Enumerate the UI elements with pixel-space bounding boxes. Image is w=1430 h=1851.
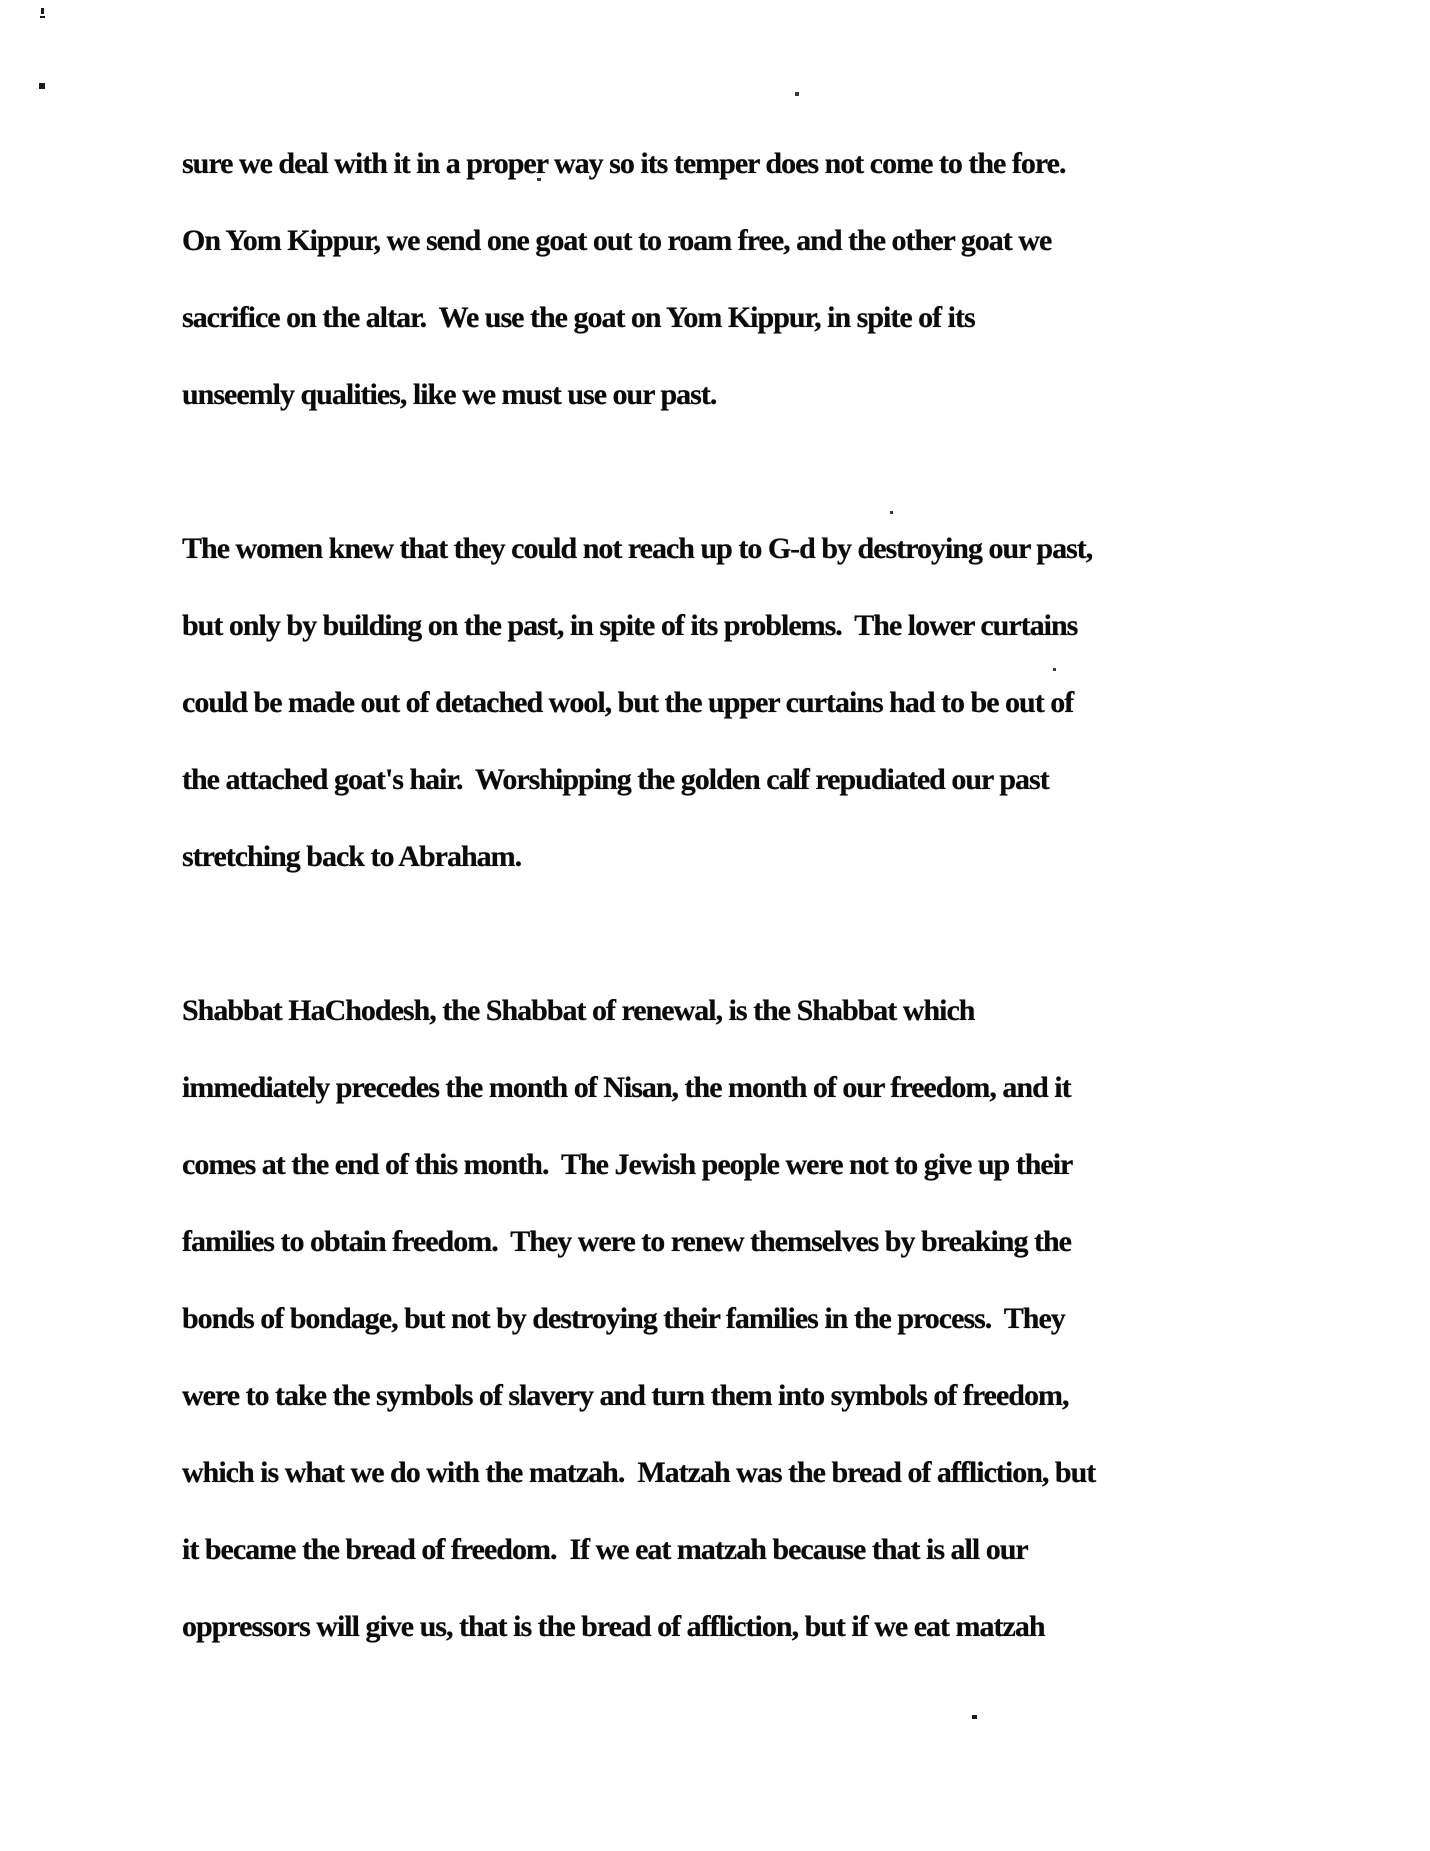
text-line: families to obtain freedom. They were to renew themselves by breaking the: [182, 1225, 1071, 1258]
text-line: were to take the symbols of slavery and turn them into symbols of freedom,: [182, 1379, 1069, 1412]
text-line: the attached goat's hair. Worshipping the golden calf repudiated our past: [182, 763, 1049, 796]
paragraph-gap: [182, 895, 1332, 972]
document-body: [182, 125, 1332, 1665]
text-line: unseemly qualities, like we must use our past.: [182, 378, 717, 411]
text-line: comes at the end of this month. The Jewish people were not to give up their: [182, 1148, 1073, 1181]
scan-speck: [972, 1715, 977, 1719]
paragraph-gap: [182, 433, 1332, 510]
text-line: which is what we do with the matzah. Matzah was the bread of affliction, but: [182, 1456, 1096, 1489]
text-line: could be made out of detached wool, but the upper curtains had to be out of: [182, 686, 1074, 719]
text-line: On Yom Kippur, we send one goat out to roam free, and the other goat we: [182, 224, 1052, 257]
paragraph: [182, 125, 1332, 433]
text-line: but only by building on the past, in spite of its problems. The lower curtains: [182, 609, 1078, 642]
text-line: bonds of bondage, but not by destroying their families in the process. They: [182, 1302, 1065, 1335]
text-line: immediately precedes the month of Nisan, the month of our freedom, and it: [182, 1071, 1071, 1104]
text-line: sacrifice on the altar. We use the goat on Yom Kippur, in spite of its: [182, 301, 975, 334]
paragraph: [182, 972, 1332, 1665]
text-line: The women knew that they could not reach up to G-d by destroying our past,: [182, 532, 1093, 565]
scan-speck: [795, 92, 799, 96]
scan-speck: [41, 8, 44, 14]
paragraph: [182, 510, 1332, 895]
text-line: sure we deal with it in a proper way so its temper does not come to the fore.: [182, 147, 1066, 180]
text-line: oppressors will give us, that is the bread of affliction, but if we eat matzah: [182, 1610, 1045, 1643]
text-line: Shabbat HaChodesh, the Shabbat of renewal, is the Shabbat which: [182, 994, 975, 1027]
text-line: stretching back to Abraham.: [182, 840, 522, 873]
scan-speck: [39, 83, 45, 89]
text-line: it became the bread of freedom. If we eat matzah because that is all our: [182, 1533, 1028, 1566]
scan-speck: [40, 16, 45, 18]
